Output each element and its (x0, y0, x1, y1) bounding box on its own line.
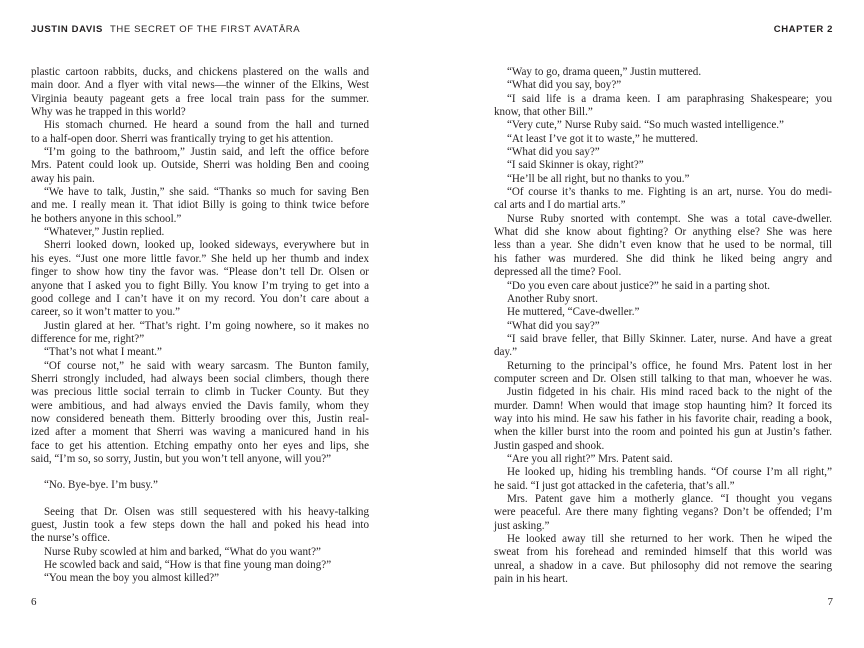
text-line: now considered beneath them. Bitterly brooding over this, Justin real- (31, 412, 369, 425)
text-line: His stomach churned. He heard a sound from the hall and turned (44, 119, 369, 132)
text-line: Seeing that Dr. Olsen was still sequestered with his heavy-talking (44, 505, 369, 518)
text-line: He looked away till she returned to her work. Then he wiped the (507, 533, 832, 546)
text-line: finger to show how tiny the favor was. “Please don’t tell Dr. Olsen or (31, 266, 369, 279)
text-line: just asking.” (494, 519, 550, 532)
text-line: cal arts and I do martial arts.” (494, 199, 626, 212)
text-line: He scowled back and said, “How is that fine young man doing?” (44, 559, 332, 572)
text-line: said, “I’m so, so sorry, Justin, but you won’t tell anyone, will you?” (31, 452, 332, 465)
text-line: “Do you even care about justice?” he said in a parting shot. (507, 279, 771, 292)
text-line: “I said brave feller, that Billy Skinner. Later, nurse. And have a great (507, 332, 832, 345)
text-line: Justin glared at her. “That’s right. I’m going nowhere, so it makes no (44, 319, 369, 332)
text-line: his eyes. “Just one more little favor.” She held up her thumb and index (31, 252, 369, 265)
text-line: “I said life is a drama keen. I am paraphrasing Shakespeare; you (507, 92, 832, 105)
text-line: anyone that I asked you to fight Billy. You know I’m trying to get into a (31, 279, 369, 292)
text-line: unreal, a shadow in a cave. But philosophy did not remove the searing (494, 559, 832, 572)
text-line: “He’ll be all right, but no thanks to you.” (507, 172, 690, 185)
text-line: “No. Bye-bye. I’m busy.” (44, 479, 158, 492)
text-line: less than a year. She didn’t even know that he used to be normal, till (494, 239, 832, 252)
text-line: ized after a moment that Sherri was waving a manicured hand in his (31, 426, 369, 439)
text-line: know, that other Bill.” (494, 106, 593, 119)
text-line: career, so it won’t matter to you.” (31, 306, 181, 319)
text-line: “Whatever,” Justin replied. (44, 226, 165, 239)
text-line: he bothers anyone in this school.” (31, 212, 182, 225)
text-line: good college and I can’t have it on my record. You don’t care about a (31, 292, 369, 305)
text-line: “What did you say, boy?” (507, 79, 622, 92)
text-line: guest, Justin took a few steps down the hall and poked his head into (31, 519, 369, 531)
text-line: when the killer burst into the room and pointed his gun at Justin’s father. (494, 426, 832, 439)
text-line: “You mean the boy you almost killed?” (44, 572, 220, 585)
text-line: “That’s not what I meant.” (44, 346, 162, 359)
text-line: Nurse Ruby scowled at him and barked, “What do you want?” (44, 545, 321, 558)
text-line: Mrs. Patent could look up. Outside, Sherri was holding Ben and cooing (31, 159, 369, 172)
running-head-author: JUSTIN DAVIS (31, 24, 103, 35)
text-line: way into his mind. He saw his father in his favorite chair, reading a book, (494, 412, 832, 425)
running-head-book-title: THE SECRET OF THE FIRST AVATĀRA (110, 24, 301, 35)
text-line: difference for me, right?” (31, 332, 145, 345)
text-line: main door. And a flyer with vital news—the winner of the Elkins, West (31, 79, 369, 92)
text-line: He muttered, “Cave-dweller.” (507, 306, 640, 319)
text-line: were peaceful. Are there many fighting vegans? Don’t be offended; I’m (494, 506, 832, 519)
text-line: “Very cute,” Nurse Ruby said. “So much wasted intelligence.” (507, 119, 784, 132)
text-line: and me. I really mean it. That idiot Billy is going to think twice before (31, 199, 369, 212)
text-line: away his pain. (31, 172, 95, 185)
text-line: Another Ruby snort. (507, 292, 598, 305)
text-line: was precious little social terrain to climb in Tucker County. But they (31, 386, 369, 399)
page-number-left: 6 (31, 596, 37, 608)
text-line: “What did you say?” (507, 319, 600, 332)
text-line: What did she know about fighting? Or anything else? She was here (494, 226, 832, 239)
text-line: Returning to the principal’s office, he found Mrs. Patent lost in her (507, 359, 832, 372)
text-line: He looked up, hiding his trembling hands. “Of course I’m all right,” (507, 466, 832, 479)
text-line: murder. Damn! When would that image stop haunting him? It forced its (494, 399, 832, 412)
text-line: Nurse Ruby snorted with contempt. She was a total cave-dweller. (507, 212, 832, 225)
text-line: Justin fidgeted in his chair. His mind raced back to the night of the (507, 386, 832, 399)
text-line: sweat from his forehead and reminded himself that this world was (494, 546, 832, 559)
text-line: face to get his attention. Etching empathy onto her eyes and lips, she (31, 439, 369, 452)
text-line: Mrs. Patent gave him a motherly glance. “I thought you vegans (507, 493, 832, 505)
text-line: Sherri strongly included, had always been social climbers, though there (31, 372, 369, 385)
page-number-right: 7 (827, 596, 833, 608)
right-page-text (494, 66, 832, 586)
text-line: Sherri looked down, looked up, looked sideways, everywhere but in (44, 239, 369, 252)
text-line: pain in his heart. (494, 573, 568, 586)
text-line: he said. “I just got attacked in the cafeteria, that’s all.” (494, 479, 735, 492)
text-line: “Of course it’s thanks to me. Fighting is an art, nurse. You do medi- (507, 186, 832, 199)
text-line: “I said Skinner is okay, right?” (507, 159, 644, 172)
text-line: plastic cartoon rabbits, ducks, and chickens plastered on the walls and (31, 66, 369, 78)
left-page-text (31, 66, 369, 586)
running-head-chapter: CHAPTER 2 (773, 24, 833, 35)
running-head-left (31, 24, 300, 35)
text-line: the nurse’s office. (31, 532, 110, 545)
text-line: to a half-open door. Sherri was frantically trying to get his attention. (31, 132, 334, 145)
text-line: depressed all the time? Fool. (494, 266, 622, 279)
text-line: “What did you say?” (507, 146, 600, 159)
text-line: day.” (494, 346, 517, 359)
text-line: “Of course not,” he said with weary sarcasm. The Bunton family, (44, 359, 369, 372)
text-line: “Are you all right?” Mrs. Patent said. (507, 452, 673, 465)
text-line: Justin gasped and shook. (494, 439, 605, 452)
text-line: “I’m going to the bathroom,” Justin said, and left the office before (44, 146, 369, 159)
text-line: his father was murdered. She did think he liked being angry and (494, 252, 832, 265)
text-line: were ambitious, and had always envied the Davis family, whom they (31, 399, 369, 412)
text-line: Why was he trapped in this world? (31, 106, 186, 119)
text-line: Virginia beauty pageant gets a free local train pass for the summer. (31, 92, 369, 105)
text-line: “Way to go, drama queen,” Justin muttered. (507, 66, 702, 78)
text-line: computer screen and Dr. Olsen still talking to that man, whoever he was. (494, 372, 832, 385)
text-line: “At least I’ve got it to waste,” he muttered. (507, 132, 698, 145)
text-line: “We have to talk, Justin,” she said. “Thanks so much for saving Ben (44, 186, 369, 199)
